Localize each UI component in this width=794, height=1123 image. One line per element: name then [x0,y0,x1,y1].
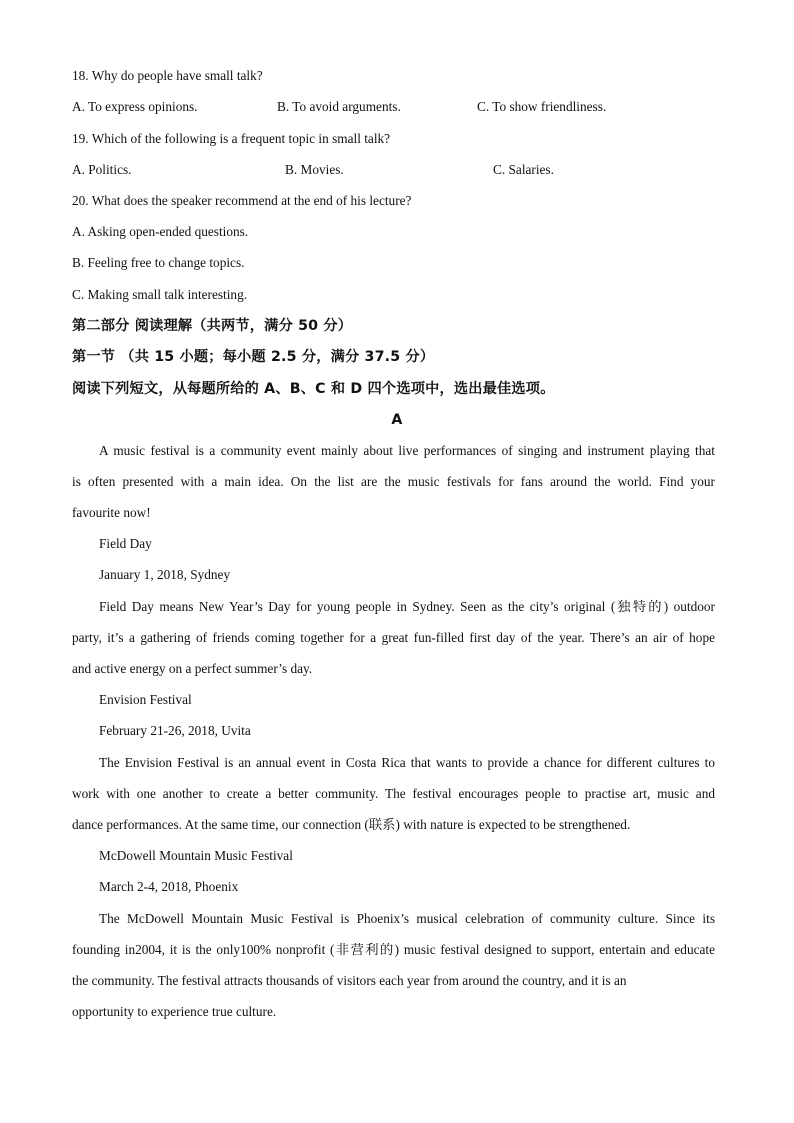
festival-name: Field Day [99,536,152,551]
festival-text-line: founding in2004, it is the only100% nonprofit (非营利的) music festival designed to support, entertain and educate [72,942,715,957]
question-20-stem: 20. What does the speaker recommend at the end of his lecture? [72,193,412,208]
option-a: A. To express opinions. [72,99,198,114]
part-title: 第二部分 阅读理解（共两节，满分 50 分） [72,318,353,334]
question-19-options [72,161,732,179]
festival-text-line: The Envision Festival is an annual event in Costa Rica that wants to provide a chance for different cultures to [99,755,715,770]
intro-line: A music festival is a community event mainly about live performances of singing and instrument playing that [99,443,715,458]
festival-date: March 2-4, 2018, Phoenix [99,879,239,894]
option-b: B. To avoid arguments. [277,99,401,114]
festival-text-line: and active energy on a perfect summer’s day. [72,661,313,676]
question-19-stem: 19. Which of the following is a frequent topic in small talk? [72,131,391,146]
intro-line: is often presented with a main idea. On the list are the music festivals for fans around the world. Find your [72,474,715,489]
question-20-option-c: C. Making small talk interesting. [72,287,248,302]
festival-name: Envision Festival [99,692,192,707]
festival-text-line: The McDowell Mountain Music Festival is Phoenix’s musical celebration of community culture. Since its [99,911,715,926]
festival-text-line: Field Day means New Year’s Day for young people in Sydney. Seen as the city’s original (独特的) outdoor [99,599,715,614]
passage-label: A [391,412,403,428]
festival-text-line: work with one another to create a better community. The festival encourages people to practise art, music and [72,786,715,801]
question-20-option-b: B. Feeling free to change topics. [72,255,245,270]
festival-date: January 1, 2018, Sydney [99,567,231,582]
intro-line: favourite now! [72,505,151,520]
question-20-option-a: A. Asking open-ended questions. [72,224,249,239]
festival-date: February 21-26, 2018, Uvita [99,723,251,738]
festival-text-line: opportunity to experience true culture. [72,1004,277,1019]
question-18-stem: 18. Why do people have small talk? [72,68,263,83]
festival-name: McDowell Mountain Music Festival [99,848,293,863]
option-a: A. Politics. [72,162,132,177]
option-b: B. Movies. [285,162,344,177]
option-c: C. Salaries. [493,162,554,177]
question-18-options [72,98,732,116]
festival-text-line: the community. The festival attracts thousands of visitors each year from around the country, and it is an [72,973,627,988]
subsection-title: 第一节 （共 15 小题；每小题 2.5 分，满分 37.5 分） [72,349,435,365]
festival-text-line: party, it’s a gathering of friends coming together for a great fun-filled first day of the year. There’s an air of hope [72,630,715,645]
section-instruction: 阅读下列短文，从每题所给的 A、B、C 和 D 四个选项中，选出最佳选项。 [72,381,555,397]
festival-text-line: dance performances. At the same time, our connection (联系) with nature is expected to be strengthened. [72,817,631,832]
option-c: C. To show friendliness. [477,99,607,114]
